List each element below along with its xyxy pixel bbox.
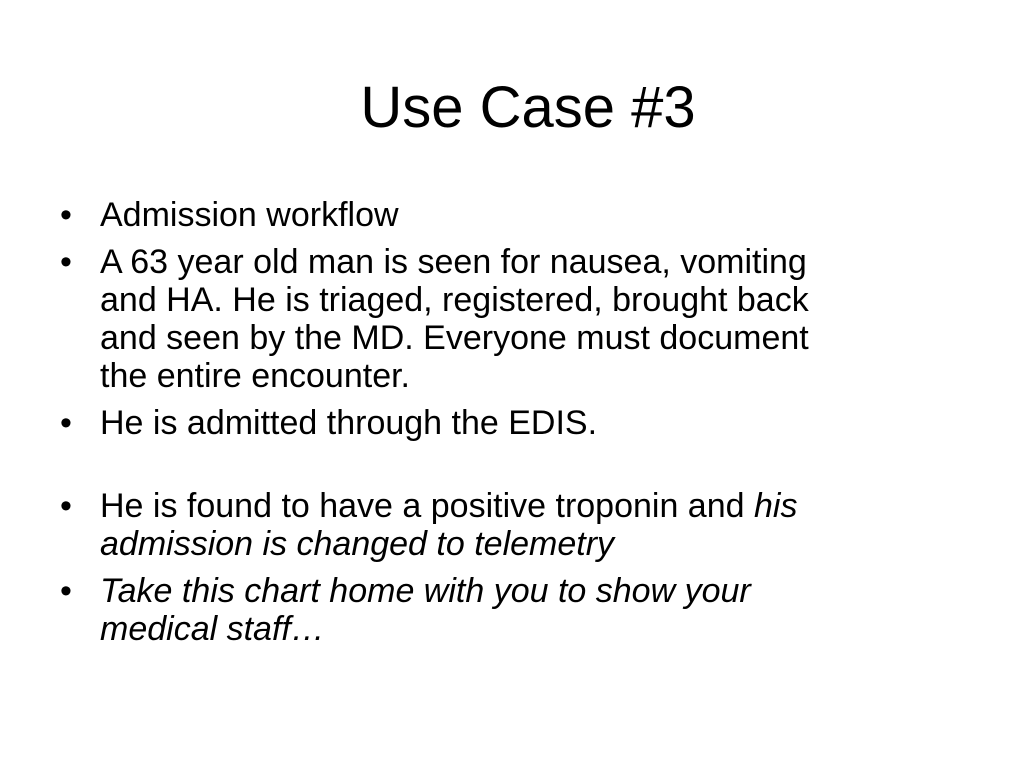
- bullet-dot-icon: •: [60, 572, 72, 610]
- bullet-item-admitted-edis: [60, 404, 960, 442]
- bullet-dot-icon: •: [60, 243, 72, 281]
- bullet-dot-icon: •: [60, 404, 72, 442]
- bullet-text: He is admitted through the EDIS.: [100, 404, 598, 442]
- bullet-text-italic: his admission is changed to telemetry: [100, 487, 798, 563]
- bullet-text: Admission workflow: [100, 196, 399, 234]
- bullet-item-positive-troponin: [60, 487, 960, 563]
- bullet-dot-icon: •: [60, 196, 72, 234]
- bullet-text: Take this chart home with you to show your medical staff…: [100, 572, 751, 648]
- bullet-item-admission-workflow: [60, 196, 960, 234]
- bullet-list: [60, 196, 960, 657]
- bullet-text: A 63 year old man is seen for nausea, vomiting and HA. He is triaged, registered, brought back and seen by the MD. Everyone must document the entire encounter.: [100, 243, 809, 395]
- bullet-text-plain: He is found to have a positive troponin and: [100, 487, 754, 525]
- bullet-text: [100, 487, 960, 563]
- bullet-dot-icon: •: [60, 487, 72, 525]
- bullet-item-case-description: [60, 243, 960, 395]
- slide-title: Use Case #3: [360, 75, 696, 140]
- bullet-item-take-chart-home: [60, 572, 960, 648]
